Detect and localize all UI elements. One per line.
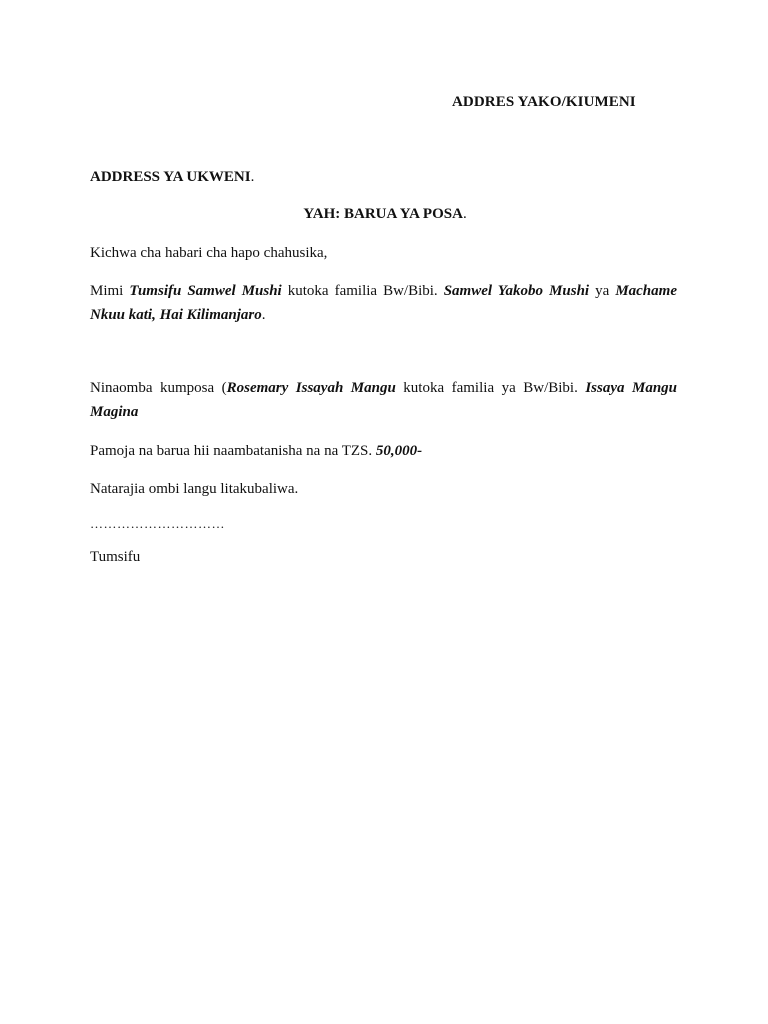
sender-parents: Samwel Yakobo Mushi bbox=[443, 283, 590, 299]
intro-text-3: ya bbox=[589, 283, 616, 299]
sender-name: Tumsifu Samwel Mushi bbox=[129, 283, 282, 299]
subject-period: . bbox=[462, 206, 467, 222]
greeting-line: Kichwa cha habari cha hapo chahusika, bbox=[90, 245, 328, 261]
subject-text: YAH: BARUA YA POSA bbox=[303, 206, 463, 222]
intro-paragraph bbox=[90, 279, 677, 327]
closing-hope-line: Natarajia ombi langu litakubaliwa. bbox=[90, 481, 299, 497]
intro-text-4: . bbox=[261, 307, 266, 323]
signature-name: Tumsifu bbox=[90, 549, 141, 565]
intro-text-1: Mimi bbox=[90, 283, 130, 299]
request-text-1: Ninaomba kumposa ( bbox=[90, 380, 227, 396]
intro-text-2: kutoka familia Bw/Bibi. bbox=[281, 283, 444, 299]
request-paragraph bbox=[90, 376, 677, 424]
payment-text: Pamoja na barua hii naambatanisha na na TZS. bbox=[90, 443, 376, 459]
recipient-address-text: ADDRESS YA UKWENI bbox=[90, 169, 251, 185]
payment-amount: 50,000- bbox=[375, 443, 423, 459]
sender-home-place: Machame Nkuu kati, Hai Kilimanjaro bbox=[90, 283, 677, 323]
signature-dots: ………………………… bbox=[90, 516, 225, 531]
request-text-2: kutoka familia ya Bw/Bibi. bbox=[395, 380, 586, 396]
bride-name: Rosemary Issayah Mangu bbox=[226, 380, 396, 396]
bride-parents: Issaya Mangu Magina bbox=[90, 380, 678, 420]
letter-subject bbox=[0, 206, 768, 223]
recipient-address bbox=[90, 169, 254, 186]
recipient-address-period: . bbox=[250, 169, 255, 185]
sender-address: ADDRES YAKO/KIUMENI bbox=[452, 94, 636, 110]
payment-line bbox=[90, 439, 677, 463]
